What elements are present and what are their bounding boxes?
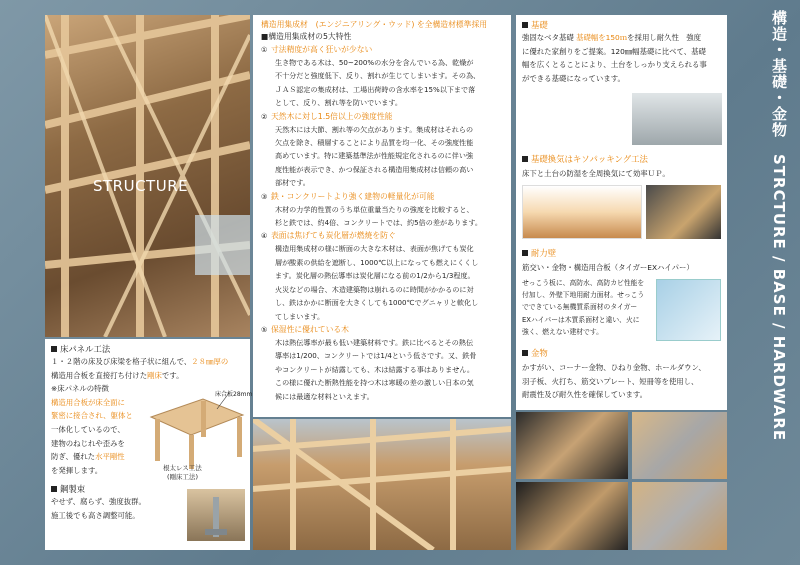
hardware-line-3: 耐震性及び耐久性を確保しています。 — [522, 390, 648, 400]
floor-title — [51, 343, 244, 355]
floor-line-3: ※床パネルの特徴 — [51, 384, 109, 394]
point-body-line: 度性能が表示でき、かつ保証される構造用集成材は信頼の高い — [275, 164, 474, 174]
floor-panel-box — [45, 339, 253, 550]
floor-line-1 — [51, 355, 244, 369]
square-bullet-icon — [522, 22, 528, 28]
square-bullet-icon — [522, 350, 528, 356]
point-head — [261, 111, 505, 123]
floor-line-2a: 構造用合板を直接打ち付けた — [51, 370, 148, 380]
point-body-line: 火災などの場合、木造建築物は崩れるのに時間がかかるのに対 — [275, 284, 474, 294]
points-list — [261, 44, 505, 403]
frame-illustration — [253, 419, 511, 550]
point-body-line: やコンクリートが結露しても、木は結露する事はありません。 — [275, 364, 474, 374]
point-body-line: 不十分だと強度低下、反り、割れが生じてしまいます。その為、 — [275, 71, 481, 81]
hardware-photo-3 — [516, 482, 628, 550]
point-body-line: 候には最適な材料といえます。 — [275, 391, 374, 401]
point-number: ④ — [261, 232, 268, 241]
floor-line-2c: です。 — [161, 370, 184, 380]
point-body-line: 部材です。 — [275, 178, 310, 188]
label-plywood: 床合板28mm — [215, 391, 253, 398]
floor-line-1b: ２８㎜厚の — [191, 357, 229, 366]
point-number: ① — [261, 46, 268, 54]
wall-desc-2: 付加し、外壁下地用耐力面材。せっこう — [522, 291, 645, 300]
hardware-photo-2 — [632, 412, 727, 479]
foundation-photo — [632, 93, 722, 145]
floor-last-2: 水平剛性 — [95, 452, 125, 462]
point-head-text: 表面は焦げても炭化層が燃焼を防ぐ — [271, 231, 396, 241]
foundation-line-1c: を採用し耐久性 強度 — [627, 33, 702, 42]
vent-line: 床下と土台の防湿を全周換気にて効率ＵＰ。 — [522, 169, 670, 178]
point-body-line: 天然木には大節、割れ等の欠点があります。集成材はそれらの — [275, 124, 474, 134]
steel-title-text: 鋼製束 — [60, 484, 86, 495]
floor-feat-2: 緊密に接合され、躯体と — [51, 411, 133, 421]
foundation-line-1a: 強固なベタ基礎 — [522, 33, 577, 42]
square-bullet-icon — [51, 486, 57, 492]
point-head — [261, 324, 505, 336]
hardware-line-1: かすがい、コーナー金物、ひねり金物、ホールダウン、 — [522, 363, 706, 372]
wall-title-text: 耐力壁 — [531, 248, 557, 258]
floor-rest-2: 建物のねじれや歪みを — [51, 438, 125, 448]
hardware-line-2: 羽子板、火打ち、筋交いプレート、短冊等を使用し、 — [522, 376, 699, 386]
point-head — [261, 191, 505, 203]
foundation-line-3: 幅を広くとることにより、土台をしっかり支えられる事 — [522, 60, 707, 70]
square-bullet-icon — [51, 346, 57, 352]
label-caption-2: (剛床工法) — [167, 473, 199, 481]
hardware-title — [522, 347, 548, 359]
point-body-line: ます。炭化層の熱伝導率は炭化層になる前の1/2から1/3程度。 — [275, 271, 475, 281]
foundation-line-4: ができる基礎になっています。 — [522, 73, 625, 83]
vertical-title: 構造・基礎・金物 STRCTURE / BASE / HARDWARE — [770, 10, 788, 442]
hardware-title-text: 金物 — [531, 348, 548, 358]
point-body-line: 構造用集成材の様に断面の大きな木材は、表面が焦げても炭化 — [275, 244, 474, 254]
hardware-photo-4 — [632, 482, 727, 550]
wall-desc-1: せっこう板に、高防水、高防カビ性能を — [522, 279, 645, 287]
center-header: 構造用集成材 (エンジニアリング・ウッド) を全構造材標準採用 — [261, 20, 488, 29]
point-body-line: ＪＡＳ認定の集成材は、工場出荷時の含水率を15%以下まで落 — [275, 84, 476, 94]
foundation-title-text: 基礎 — [531, 20, 548, 30]
foundation-line-1b: 基礎幅を150ｍ — [576, 33, 628, 42]
wall-desc-4: EXハイパーは木質系面材と違い、火に — [522, 315, 640, 324]
floor-last-3: を発揮します。 — [51, 465, 103, 475]
vent-title-text: 基礎換気はキソパッキング工法 — [531, 154, 648, 164]
point-number: ⑤ — [261, 325, 268, 334]
floor-last-1: 防ぎ、優れた — [51, 452, 96, 462]
steel-line-1: やせず、腐らず、強度抜群。 — [51, 497, 146, 507]
square-bullet-icon — [522, 250, 528, 256]
point-head — [261, 230, 505, 242]
vent-photo — [646, 185, 721, 239]
point-body-line: この様に優れた断熱性能を持つ木は寒暖の差の激しい日本の気 — [275, 378, 474, 388]
floor-rest-1: 一体化しているので、 — [51, 424, 125, 434]
point-body-line: 木は熱伝導率が最も低い建築材料です。鉄に比べるとその熱伝 — [275, 337, 474, 347]
center-text-panel — [253, 15, 511, 417]
label-caption-1: 根太レス工法 — [163, 464, 202, 472]
hardware-photo-1 — [516, 412, 628, 479]
point-head-text: 鉄・コンクリートより強く建物の軽量化が可能 — [271, 191, 435, 201]
point-number: ③ — [261, 192, 268, 201]
wall-panel-photo — [656, 279, 721, 341]
floor-line-2b: 剛床 — [147, 370, 162, 380]
floor-title-text: 床パネル工法 — [60, 344, 111, 354]
point-body-line: 導率は1/200、コンクリートでは1/4という低さです。又、鉄骨 — [275, 351, 477, 361]
frame-photo-bottom — [253, 419, 511, 550]
point-head — [261, 44, 505, 56]
point-head-text: 寸法精度が高く狂いが少ない — [271, 45, 373, 54]
floor-feat-1: 構造用合板が床全面に — [51, 397, 125, 407]
point-body-line: として、反り、割れ等を防いでいます。 — [275, 98, 402, 108]
point-body-line: し、鉄はかかに断面を大きくしても1000℃でグニャリと軟化し — [275, 298, 479, 308]
point-number: ② — [261, 112, 268, 121]
roof-frame-illustration — [45, 15, 250, 337]
steel-post-photo — [187, 489, 245, 541]
point-head-text: 天然木に対し1.5倍以上の強度性能 — [271, 111, 393, 121]
center-title: ■構造用集成材の5大特性 — [261, 32, 352, 41]
square-bullet-icon — [522, 156, 528, 162]
foundation-title — [522, 19, 721, 31]
wall-line: 筋交い・金物・構造用合板（タイガーEXハイパー） — [522, 263, 694, 272]
vent-diagram — [522, 185, 642, 239]
point-body-line: 欠点を除き、積層することにより品質を均一化、その強度性能 — [275, 138, 474, 148]
floor-line-1a: １・２階の床及び床梁を格子状に組んで、 — [51, 357, 192, 366]
point-body-line: 木材の力学的性質のうち単位重量当たりの強度を比較すると、 — [275, 204, 474, 214]
point-body-line: 層が酸素の供給を遮断し、1000℃以上になっても燃えにくくし — [275, 257, 479, 267]
structure-title: STRUCTURE — [93, 177, 189, 195]
floor-panel-illustration — [143, 387, 247, 471]
foundation-line-1 — [522, 31, 721, 45]
point-body-line: てしまいます。 — [275, 311, 325, 321]
right-panel — [516, 15, 727, 410]
point-body-line: 生き物である木は、50~200%の水分を含んでいる為、乾燥が — [275, 58, 474, 67]
wall-title — [522, 247, 556, 259]
wall-desc-3: でできている無機質系面材のタイガー — [522, 303, 638, 312]
steel-line-2: 施工後でも高さ調整可能。 — [51, 510, 140, 520]
point-body-line: 高めています。特に建築基準法が性能規定化されるのに伴い強 — [275, 151, 474, 161]
point-head-text: 保湿性に優れている木 — [271, 324, 349, 334]
foundation-line-2: に優れた家創りをご提案。120㎜幅基礎に比べて、基礎 — [522, 46, 706, 56]
hardware-desc — [522, 361, 722, 402]
structure-photo — [45, 15, 250, 337]
point-body-line: 杉と鉄では、約4倍、コンクリートでは、約5倍の差があります。 — [275, 218, 482, 228]
wall-desc — [522, 277, 652, 338]
floor-line-2 — [51, 369, 244, 383]
vent-title — [522, 153, 648, 165]
wall-desc-5: 強く、燃えない建材です。 — [522, 327, 603, 336]
